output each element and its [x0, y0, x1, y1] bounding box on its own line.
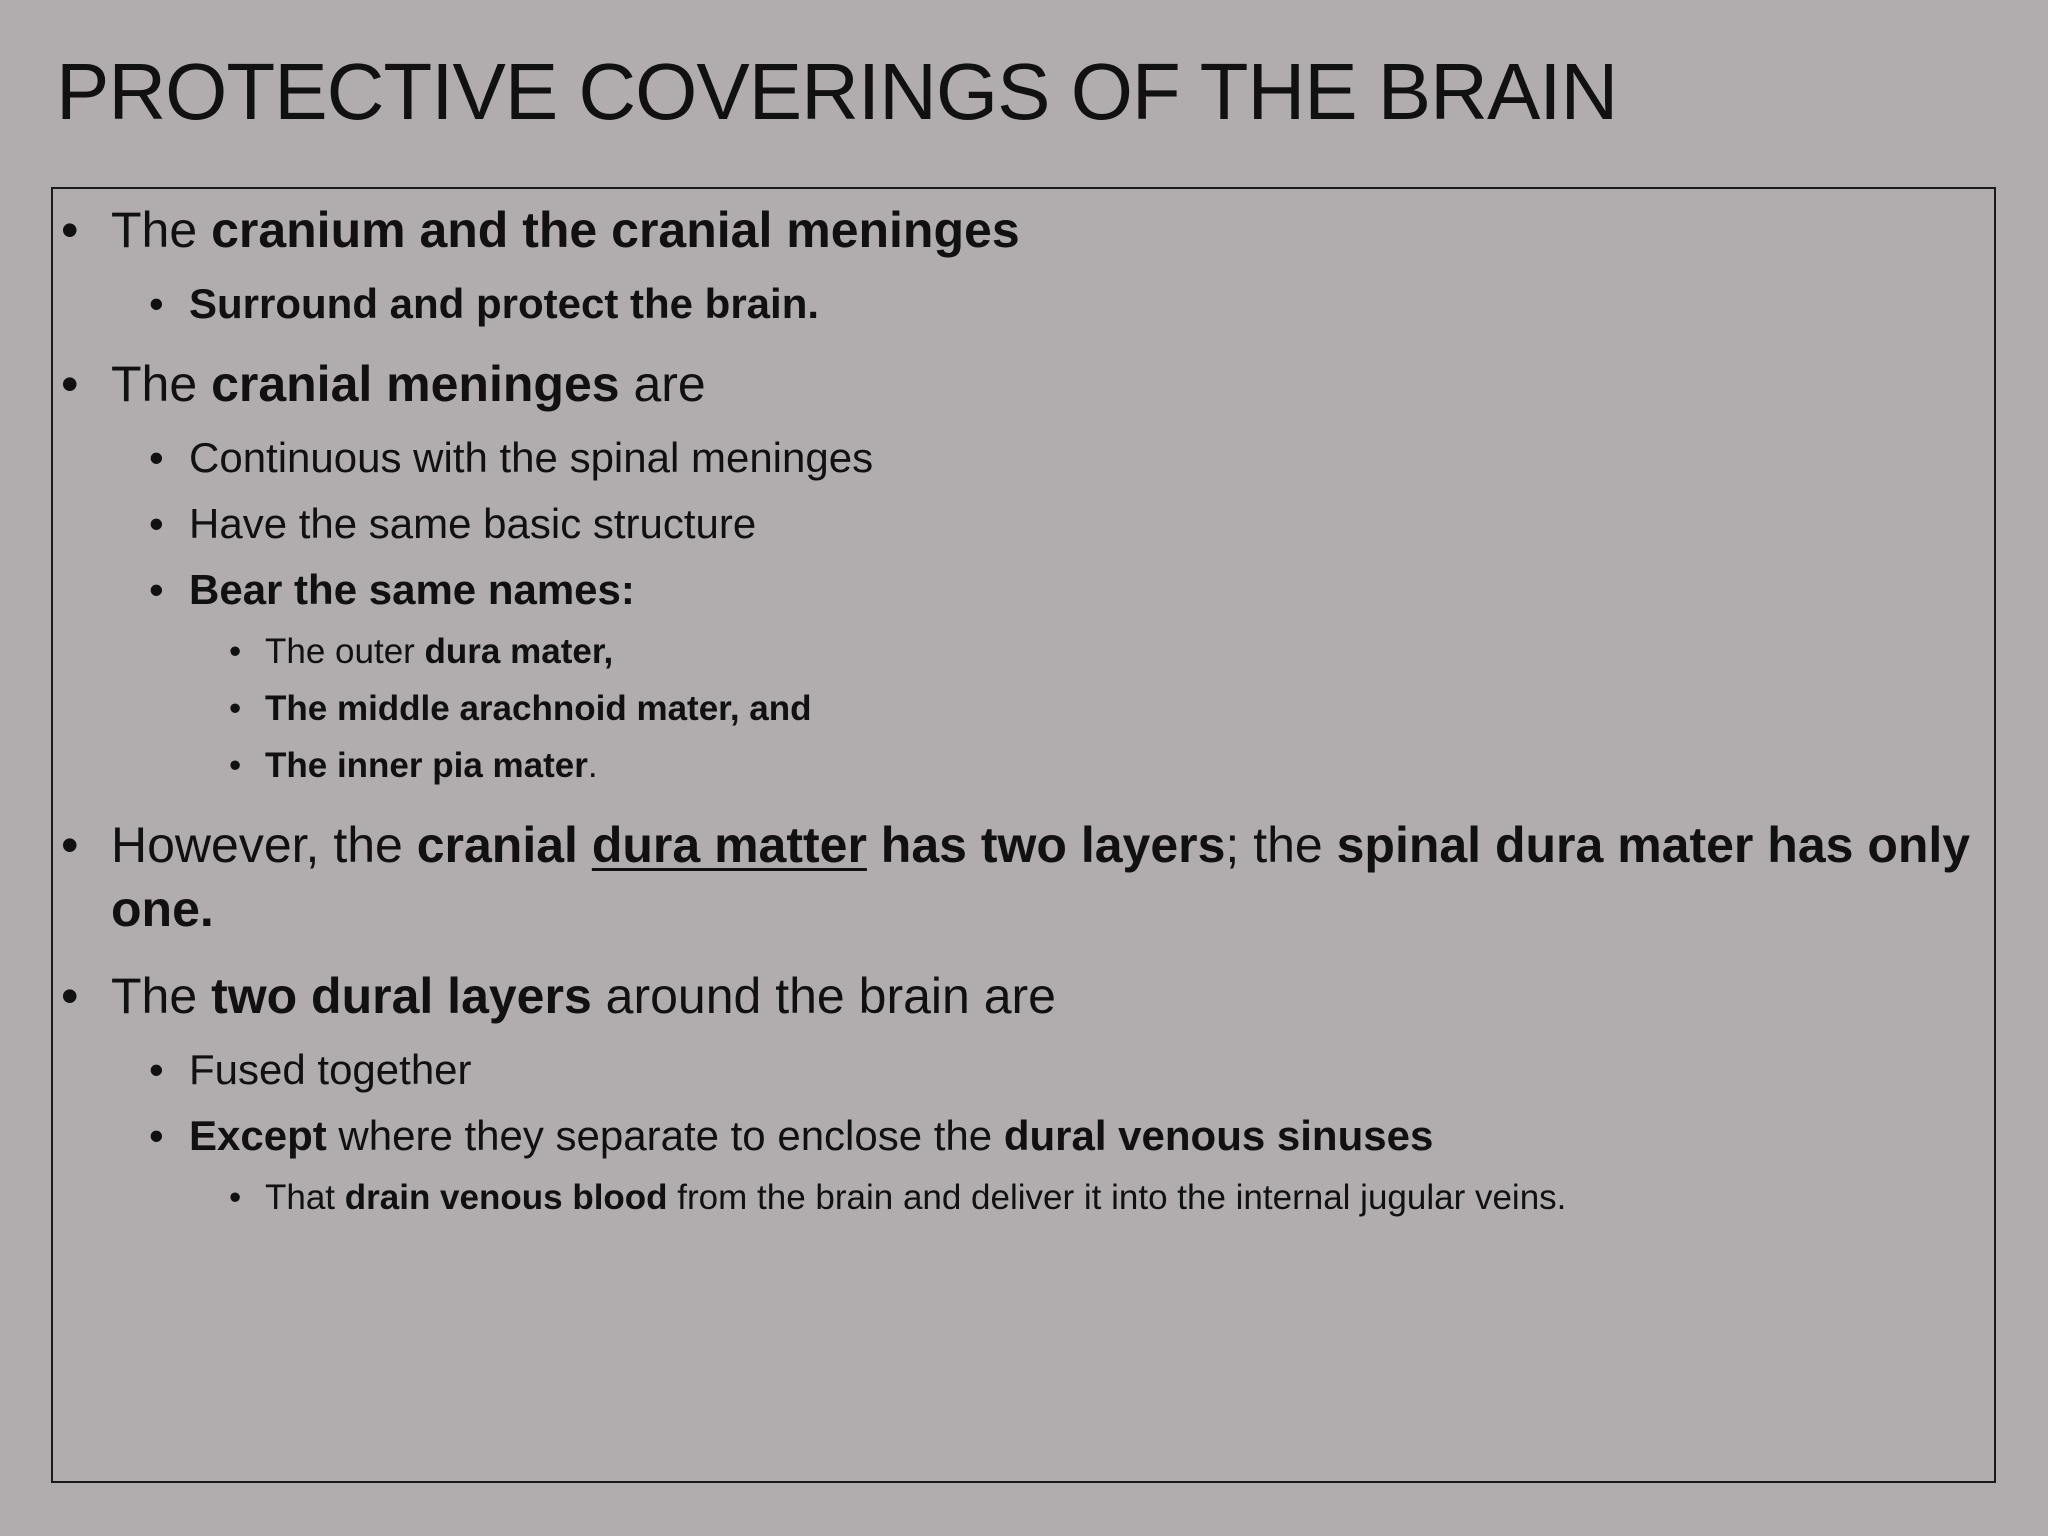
bullet-icon: • [61, 817, 79, 873]
sub-bullet-except: • Except where they separate to enclose the dural venous sinuses [189, 1109, 1433, 1163]
bullet-icon: • [229, 746, 242, 785]
underlined-dura-matter: dura matter [591, 817, 867, 873]
bullet-icon: • [61, 202, 79, 258]
sub-sub-bullet-drain: • That drain venous blood from the brain and deliver it into the internal jugular veins. [265, 1175, 1566, 1221]
sub-bullet-same-names: • Bear the same names: [189, 563, 635, 617]
bullet-dural-layers: • The two dural layers around the brain are [111, 965, 1056, 1027]
bullet-icon: • [149, 1046, 164, 1093]
sub-bullet-surround: • Surround and protect the brain. [189, 277, 819, 331]
bullet-two-layers: • However, the cranial dura matter has two layers; the spinal dura mater has only one. [111, 813, 1971, 941]
sub-bullet-fused: • Fused together [189, 1043, 472, 1097]
sub-bullet-same-structure: • Have the same basic structure [189, 497, 756, 551]
bullet-icon: • [61, 356, 79, 412]
bullet-cranium: • The cranium and the cranial meninges [111, 199, 1020, 261]
bullet-icon: • [229, 632, 242, 671]
bullet-icon: • [149, 1112, 164, 1159]
bullet-icon: • [149, 280, 164, 327]
bullet-icon: • [149, 566, 164, 613]
bullet-icon: • [149, 500, 164, 547]
slide-title: PROTECTIVE COVERINGS OF THE BRAIN [56, 47, 1618, 136]
sub-sub-bullet-arachnoid: • The middle arachnoid mater, and [265, 686, 812, 732]
sub-sub-bullet-dura: • The outer dura mater, [265, 629, 613, 675]
bullet-icon: • [61, 968, 79, 1024]
sub-sub-bullet-pia: • The inner pia mater. [265, 743, 598, 789]
bullet-icon: • [229, 1178, 242, 1217]
sub-bullet-continuous: • Continuous with the spinal meninges [189, 431, 873, 485]
bullet-cranial-meninges: • The cranial meninges are [111, 353, 706, 415]
bullet-icon: • [229, 689, 242, 728]
content-box [51, 187, 1996, 1483]
bullet-icon: • [149, 434, 164, 481]
